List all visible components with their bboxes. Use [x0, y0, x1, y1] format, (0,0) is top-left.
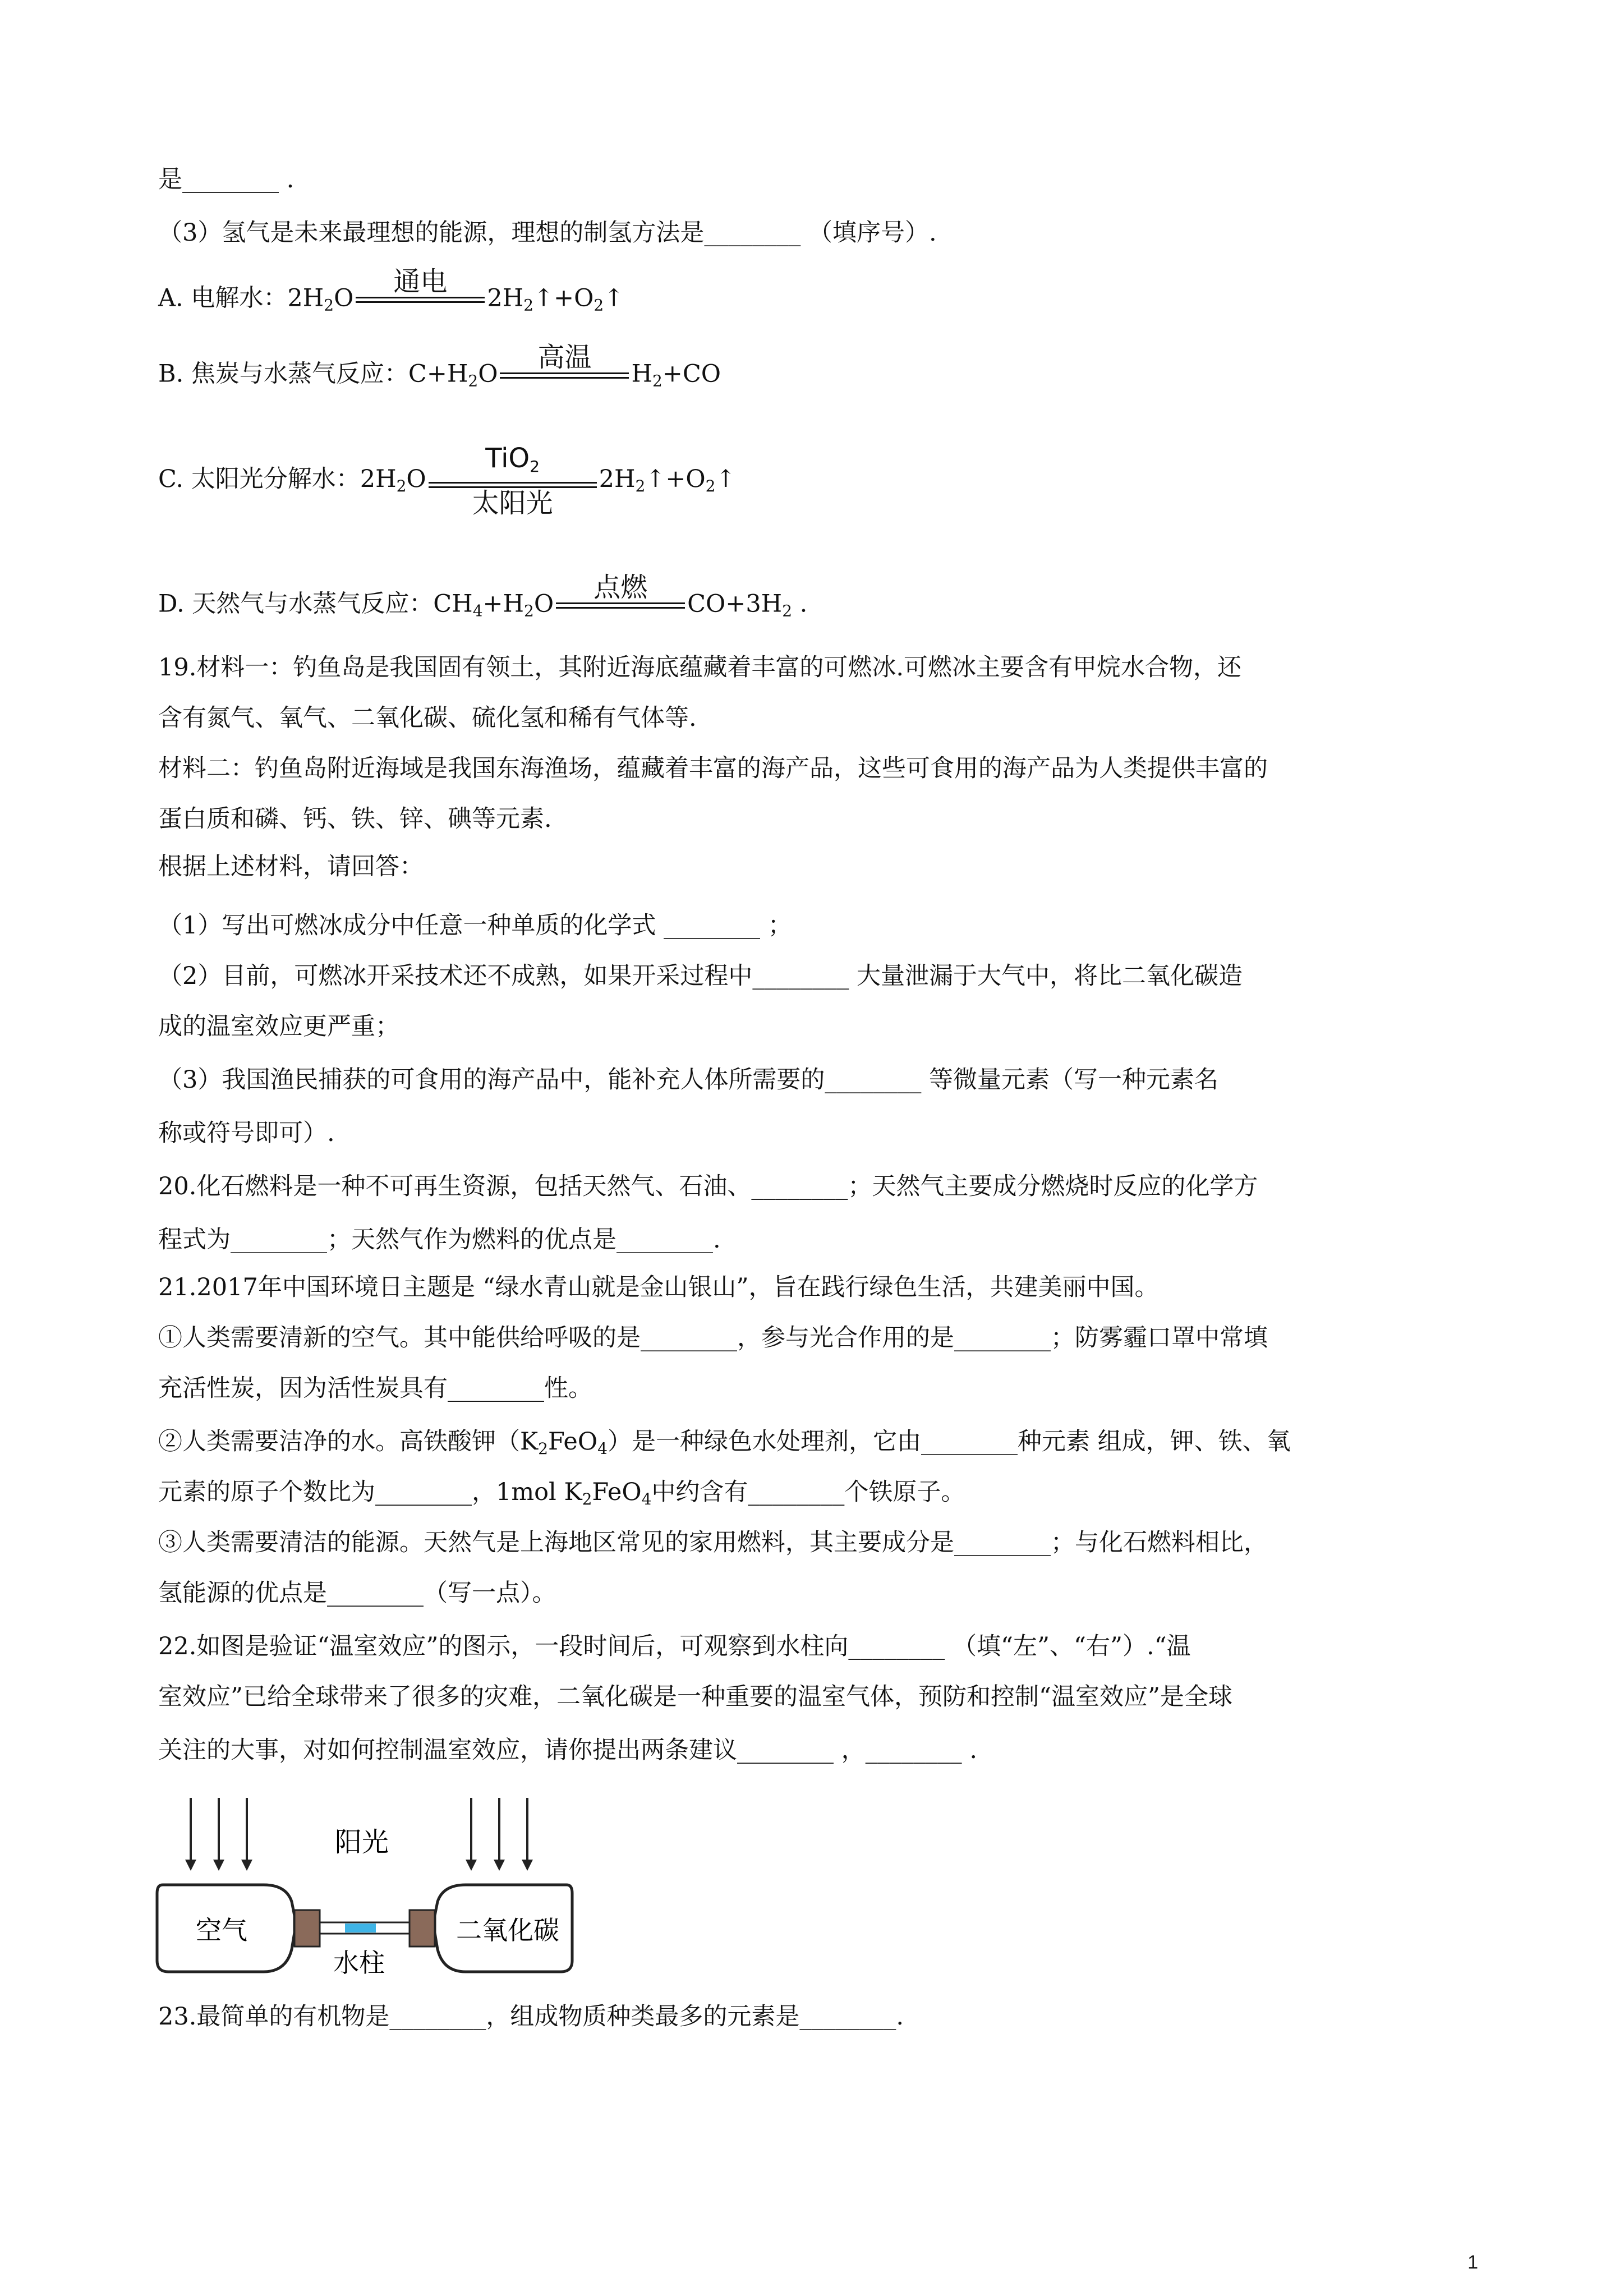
- sunlight-arrows-left: [191, 1798, 247, 1862]
- sunlight-label: 阳光: [334, 1826, 389, 1858]
- right-stopper: [410, 1910, 435, 1947]
- text-line: 室效应”已给全球带来了很多的灾难，二氧化碳是一种重要的温室气体，预防和控制“温室效应”是全球: [158, 1683, 1232, 1711]
- text-line: 蛋白质和磷、钙、铁、锌、碘等元素.: [158, 805, 552, 833]
- text-line: 20.化石燃料是一种不可再生资源，包括天然气、石油、________；天然气主要成分燃烧时反应的化学方: [158, 1172, 1258, 1200]
- text-line: （2）目前，可燃冰开采技术还不成熟，如果开采过程中________ 大量泄漏于大气中，将比二氧化碳造: [158, 962, 1243, 990]
- text-line: （3）氢气是未来最理想的能源，理想的制氢方法是________ （填序号）.: [158, 219, 937, 247]
- text-line: （3）我国渔民捕获的可食用的海产品中，能补充人体所需要的________ 等微量元素（写一种元素名: [158, 1066, 1219, 1094]
- text-line: 程式为________；天然气作为燃料的优点是________.: [158, 1226, 721, 1254]
- sunlight-arrows-right: [471, 1798, 527, 1862]
- left-stopper: [295, 1910, 320, 1947]
- option-c: C. 太阳光分解水：$2H_2O$ TiO$_2$ 太阳光 $2H_2↑+O_2↑$: [158, 443, 736, 519]
- text-line: 根据上述材料，请回答：: [158, 853, 424, 881]
- text-line: 成的温室效应更严重；: [158, 1013, 399, 1041]
- greenhouse-diagram: [151, 1792, 578, 1983]
- text-line: 材料二：钓鱼岛附近海域是我国东海渔场，蕴藏着丰富的海产品，这些可食用的海产品为人类提供丰富的: [158, 754, 1268, 783]
- option-d: D. 天然气与水蒸气反应：$CH_4+H_2O$ 点燃 $CO+3H_2$ .: [158, 572, 808, 620]
- text-line: 是________ .: [158, 165, 295, 194]
- text-line: 19.材料一：钓鱼岛是我国固有领土，其附近海底蕴藏着丰富的可燃冰.可燃冰主要含有甲烷水合物，还: [158, 654, 1242, 682]
- text-line: ②人类需要洁净的水。高铁酸钾$(K_2FeO_4)$是一种绿色水处理剂，它由________种元素 组成，钾、铁、氧: [158, 1428, 1291, 1458]
- option-a: A. 电解水：$2H_2O$ 通电 $2H_2↑+O_2↑$: [158, 266, 624, 315]
- text-line: 23.最简单的有机物是________，组成物质种类最多的元素是________.: [158, 2003, 904, 2031]
- right-bottle-label: 二氧化碳: [456, 1915, 559, 1945]
- text-line: ①人类需要清新的空气。其中能供给呼吸的是________，参与光合作用的是________；防雾霾口罩中常填: [158, 1324, 1268, 1352]
- text-line: 称或符号即可）.: [158, 1119, 335, 1147]
- left-bottle-label: 空气: [196, 1915, 247, 1945]
- text-line: 关注的大事，对如何控制温室效应，请你提出两条建议________ ，________ .: [158, 1736, 978, 1764]
- option-b: B. 焦炭与水蒸气反应：$C+H_2O$ 高温 $H_2+CO$: [158, 342, 721, 390]
- text-line: 元素的原子个数比为________，1mol $K_2FeO_4$中约含有________个铁原子。: [158, 1478, 965, 1508]
- water-column: [345, 1924, 376, 1932]
- water-column-label: 水柱: [333, 1948, 385, 1978]
- text-line: （1）写出可燃冰成分中任意一种单质的化学式 ________ ；: [158, 912, 792, 940]
- text-line: 充活性炭，因为活性炭具有________性。: [158, 1374, 592, 1402]
- text-line: 22.如图是验证“温室效应”的图示，一段时间后，可观察到水柱向________ （填“左”、“右”）.“温: [158, 1632, 1191, 1660]
- text-line: ③人类需要清洁的能源。天然气是上海地区常见的家用燃料，其主要成分是________；与化石燃料相比，: [158, 1529, 1268, 1557]
- text-line: 21.2017年中国环境日主题是 “绿水青山就是金山银山”，旨在践行绿色生活，共建美丽中国。: [158, 1273, 1159, 1301]
- text-line: 氢能源的优点是________（写一点）。: [158, 1579, 556, 1607]
- text-line: 含有氮气、氧气、二氧化碳、硫化氢和稀有气体等.: [158, 704, 697, 732]
- page-number: 1: [1467, 2252, 1478, 2273]
